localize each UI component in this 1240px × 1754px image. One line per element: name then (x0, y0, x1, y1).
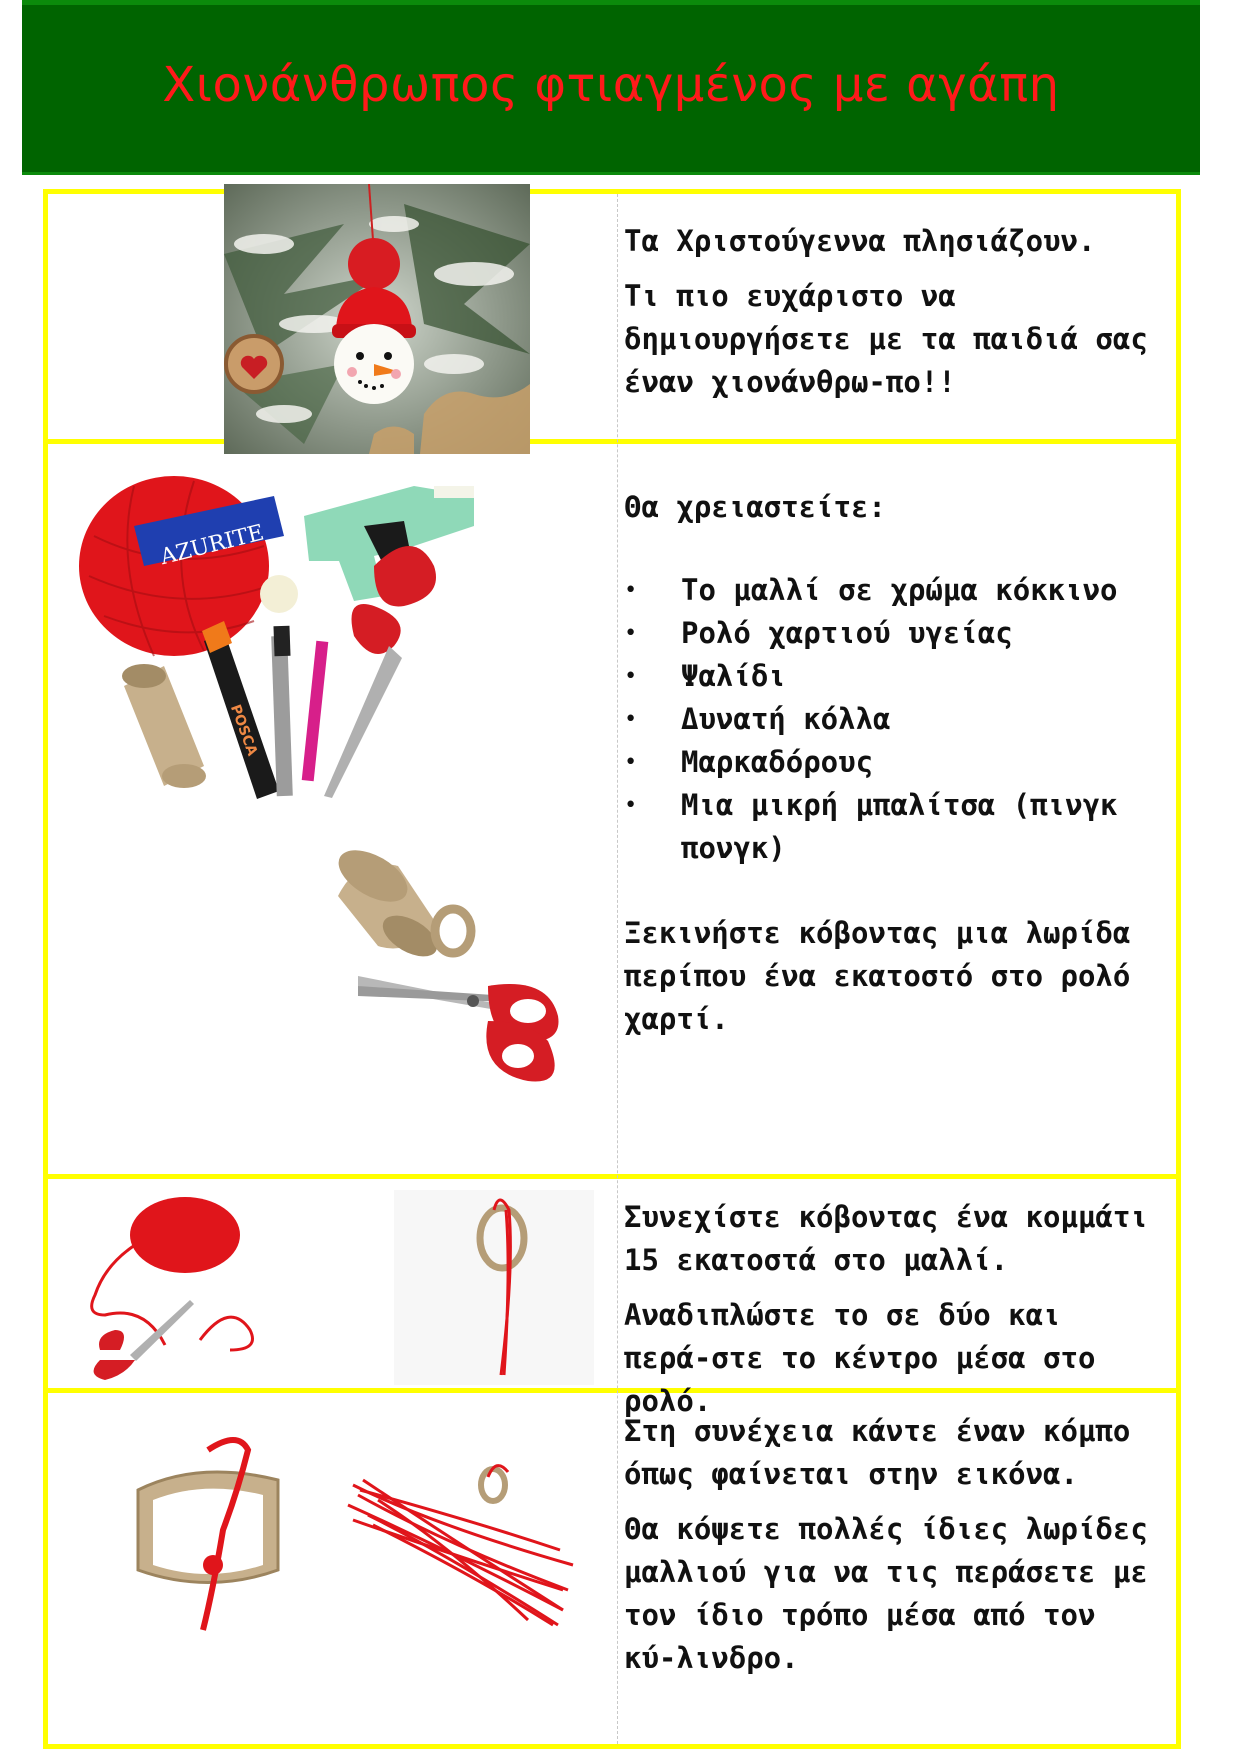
step-cut-strip: Ξεκινήστε κόβοντας μια λωρίδα περίπου ένα εκατοστό στο ρολό χαρτί. (624, 916, 1131, 1036)
step-cut-yarn: Συνεχίστε κόβοντας ένα κομμάτι 15 εκατοστά στο μαλλί. (624, 1200, 1148, 1277)
list-item: • Ψαλίδι (624, 655, 1164, 698)
header-banner (22, 0, 1200, 175)
step-fold-yarn: Αναδιπλώστε το σε δύο και περά-στε το κέντρο μέσα στο ρολό. (624, 1298, 1096, 1418)
row-divider (43, 1174, 1181, 1179)
yarn-scissors-photo (80, 1190, 258, 1385)
marker-label-text: POSCA (226, 702, 261, 759)
list-item: • Το μαλλί σε χρώμα κόκκινο (624, 569, 1164, 612)
intro-text (624, 220, 1164, 416)
step-knot-text (624, 1410, 1164, 1692)
yarn-strands-photo (338, 1405, 588, 1645)
intro-line-1: Τα Χριστούγεννα πλησιάζουν. (624, 224, 1096, 258)
materials-heading: Θα χρειαστείτε: (624, 490, 886, 524)
page-title: Χιονάνθρωπος φτιαγμένος με αγάπη (162, 57, 1060, 113)
list-item: • Μαρκαδόρους (624, 741, 1164, 784)
list-item: • Μια μικρή μπαλίτσα (πινγκ πονγκ) (624, 784, 1164, 870)
yarn-through-ring-photo (394, 1190, 594, 1385)
step-more-strands: Θα κόψετε πολλές ίδιες λωρίδες μαλλιού για να τις περάσετε με τον ίδιο τρόπο μέσα από τον κύ-λινδρο. (624, 1512, 1148, 1675)
knot-photo (118, 1430, 298, 1640)
intro-line-2: Τι πιο ευχάριστο να δημιουργήσετε με τα παιδιά σας έναν χιονάνθρω-πο!! (624, 279, 1148, 399)
step-yarn-text (624, 1196, 1164, 1435)
cutting-roll-photo (328, 806, 590, 1130)
row-divider (43, 439, 1181, 444)
materials-list (624, 569, 1164, 870)
snowman-ornament-photo (224, 184, 530, 454)
list-item: • Ρολό χαρτιού υγείας (624, 612, 1164, 655)
materials-text (624, 486, 1164, 1053)
yarn-label-text: AZURITE (157, 520, 267, 571)
materials-photo (74, 456, 494, 836)
column-divider (617, 194, 618, 1744)
step-tie-knot: Στη συνέχεια κάντε έναν κόμπο όπως φαίνεται στην εικόνα. (624, 1414, 1131, 1491)
list-item: • Δυνατή κόλλα (624, 698, 1164, 741)
